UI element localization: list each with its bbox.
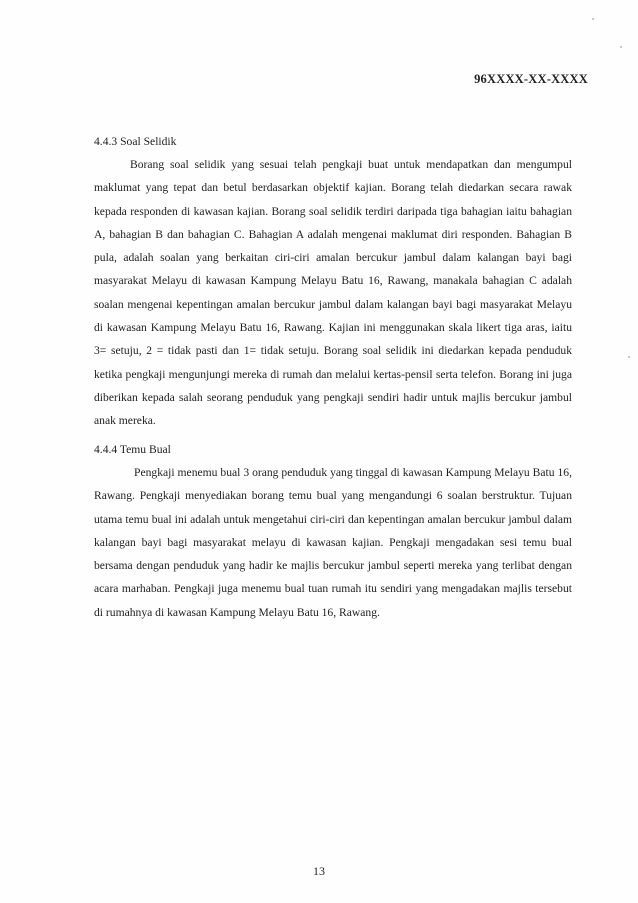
section-paragraph: Borang soal selidik yang sesuai telah pengkaji buat untuk mendapatkan dan mengumpul maklumat yang tepat dan betul berdasarkan objektif kajian. Borang telah diedarkan secara rawak kepada responden di kawasan kajian. Borang soal selidik terdiri daripada tiga bahagian iaitu bahagian A, bahagian B dan bahagian C. Bahagian A adalah mengenai maklumat diri responden. Bahagian B pula, adalah soalan yang berkaitan ciri-ciri amalan bercukur jambul dalam kalangan bayi bagi masyarakat Melayu di kawasan Kampung Melayu Batu 16, Rawang, manakala bahagian C adalah soalan mengenai kepentingan amalan bercukur jambul dalam kalangan bayi bagi masyarakat Melayu di kawasan Kampung Melayu Batu 16, Rawang. Kajian ini menggunakan skala likert tiga aras, iaitu 3= setuju, 2 = tidak pasti dan 1= tidak setuju. Borang soal selidik ini diedarkan kepada penduduk ketika pengkaji mengunjungi mereka di rumah dan melalui kertas-pensil serta telefon. Borang ini juga diberikan kepada salah seorang penduduk yang pengkaji sendiri hadir untuk majlis bercukur jambul anak mereka.: [94, 158, 572, 428]
section-paragraph: Pengkaji menemu bual 3 orang penduduk yang tinggal di kawasan Kampung Melayu Batu 16, Rawang. Pengkaji menyediakan borang temu bual yang mengandungi 6 soalan berstruktur. Tujuan utama temu bual ini adalah untuk mengetahui ciri-ciri dan kepentingan amalan bercukur jambul dalam kalangan bayi bagi masyarakat melayu di kawasan kajian. Pengkaji mengadakan sesi temu bual bersama dengan penduduk yang hadir ke majlis bercukur jambul seperti mereka yang terlibat dengan acara marhaban. Pengkaji juga menemu bual tuan rumah itu sendiri yang mengadakan majlis tersebut di rumahnya di kawasan Kampung Melayu Batu 16, Rawang.: [94, 466, 572, 619]
document-id: 96XXXX-XX-XXXX: [474, 72, 588, 86]
page-number: 13: [313, 864, 325, 878]
section-heading: 4.4.4 Temu Bual: [94, 443, 171, 456]
section-heading: 4.4.3 Soal Selidik: [94, 135, 177, 148]
section-soal-selidik: [94, 131, 572, 433]
scan-speck: [620, 46, 622, 48]
scan-speck: [592, 18, 594, 20]
scan-speck: [628, 356, 630, 358]
section-temu-bual: [94, 439, 572, 624]
